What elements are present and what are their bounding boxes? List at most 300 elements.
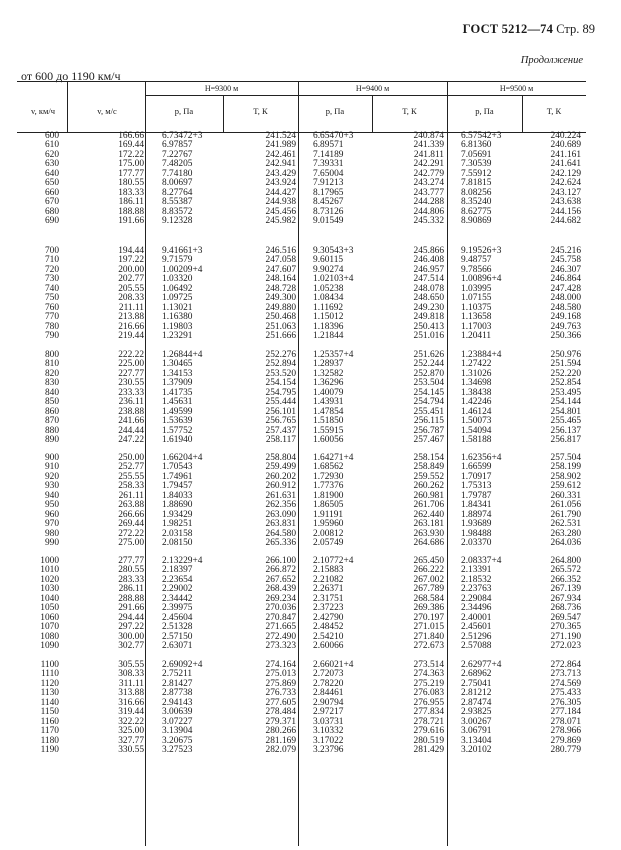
cell-temperature: 246.516 (265, 246, 296, 256)
cell-speed-ms: 305.55 (118, 660, 144, 670)
cell-temperature: 252.220 (550, 368, 581, 379)
cell-temperature: 242.291 (413, 159, 444, 170)
table-row (17, 275, 586, 284)
cell-temperature: 272.673 (413, 640, 444, 651)
cell-temperature: 276.955 (413, 697, 444, 708)
cell-pressure: 3.07227 (162, 716, 193, 727)
cell-temperature: 279.371 (265, 716, 296, 727)
table-row-group (17, 247, 586, 341)
cell-speed-ms: 275.00 (118, 537, 144, 548)
cell-pressure: 2.62977+4 (461, 660, 502, 670)
cell-speed-ms: 233.33 (118, 387, 144, 398)
cell-pressure: 2.69092+4 (162, 660, 203, 670)
cell-pressure: 1.40079 (313, 387, 344, 398)
cell-temperature: 264.580 (265, 528, 296, 539)
cell-pressure: 1.57752 (162, 425, 193, 436)
cell-pressure: 2.13229+4 (162, 556, 203, 566)
table-row (17, 285, 586, 294)
cell-temperature: 242.461 (265, 149, 296, 160)
cell-pressure: 2.03370 (461, 537, 492, 548)
cell-pressure: 2.51296 (461, 631, 492, 642)
cell-pressure: 2.45604 (162, 612, 193, 623)
cell-pressure: 1.68562 (313, 462, 344, 473)
table-row (17, 304, 586, 313)
cell-speed-kmh: 760 (44, 302, 59, 313)
cell-speed-ms: 325.00 (118, 726, 144, 737)
cell-temperature: 257.467 (413, 434, 444, 445)
cell-temperature: 271.015 (413, 622, 444, 633)
cell-temperature: 276.083 (413, 688, 444, 699)
cell-pressure: 1.77376 (313, 481, 344, 492)
cell-temperature: 256.115 (413, 416, 444, 427)
table-row (17, 313, 586, 322)
cell-speed-kmh: 640 (44, 168, 59, 179)
cell-temperature: 272.864 (550, 660, 581, 670)
cell-pressure: 2.08150 (162, 537, 193, 548)
cell-pressure: 7.74180 (162, 168, 193, 179)
cell-speed-kmh: 730 (44, 274, 59, 285)
cell-pressure: 2.90794 (313, 697, 344, 708)
cell-speed-kmh: 1090 (40, 640, 59, 651)
cell-speed-ms: 205.55 (118, 283, 144, 294)
cell-pressure: 1.66599 (461, 462, 492, 473)
cell-speed-ms: 280.55 (118, 565, 144, 576)
cell-temperature: 274.569 (550, 678, 581, 689)
cell-pressure: 2.81427 (162, 678, 193, 689)
cell-pressure: 1.70917 (461, 471, 492, 482)
table-row (17, 633, 586, 642)
cell-pressure: 7.48205 (162, 159, 193, 170)
table-row (17, 576, 586, 585)
cell-speed-ms: 322.22 (118, 716, 144, 727)
cell-pressure: 1.64271+4 (313, 453, 354, 463)
col-header-pressure: p, Па (475, 106, 494, 116)
cell-speed-kmh: 1030 (40, 584, 59, 595)
cell-pressure: 2.29002 (162, 584, 193, 595)
cell-speed-ms: 316.66 (118, 697, 144, 708)
cell-pressure: 8.17965 (313, 187, 344, 198)
cell-temperature: 247.058 (265, 255, 296, 266)
table-row (17, 520, 586, 529)
cell-temperature: 268.439 (265, 584, 296, 595)
cell-speed-kmh: 670 (44, 197, 59, 208)
table-row (17, 408, 586, 417)
cell-pressure: 2.54210 (313, 631, 344, 642)
cell-speed-kmh: 940 (44, 490, 59, 501)
cell-pressure: 1.08434 (313, 293, 344, 304)
cell-pressure: 1.98251 (162, 519, 193, 530)
cell-temperature: 249.300 (265, 293, 296, 304)
cell-temperature: 259.552 (413, 471, 444, 482)
cell-speed-kmh: 600 (44, 131, 59, 141)
cell-pressure: 7.91213 (313, 178, 344, 189)
cell-speed-ms: 288.88 (118, 593, 144, 604)
cell-temperature: 258.199 (550, 462, 581, 473)
cell-temperature: 266.872 (265, 565, 296, 576)
cell-pressure: 1.70543 (162, 462, 193, 473)
cell-pressure: 2.40001 (461, 612, 492, 623)
cell-temperature: 256.817 (550, 434, 581, 445)
cell-temperature: 280.519 (413, 735, 444, 746)
table-row (17, 642, 586, 651)
cell-temperature: 251.626 (413, 350, 444, 360)
cell-pressure: 9.12328 (162, 215, 193, 226)
cell-temperature: 241.811 (413, 149, 444, 160)
cell-pressure: 2.97217 (313, 707, 344, 718)
cell-temperature: 257.437 (265, 425, 296, 436)
cell-temperature: 274.164 (265, 660, 296, 670)
cell-speed-kmh: 740 (44, 283, 59, 294)
cell-pressure: 9.19526+3 (461, 246, 502, 256)
cell-temperature: 255.444 (265, 397, 296, 408)
cell-temperature: 253.504 (413, 378, 444, 389)
cell-speed-ms: 261.11 (118, 490, 144, 501)
cell-temperature: 270.847 (265, 612, 296, 623)
cell-pressure: 3.03731 (313, 716, 344, 727)
cell-temperature: 262.531 (550, 519, 581, 530)
cell-pressure: 1.13021 (162, 302, 193, 313)
cell-temperature: 250.976 (550, 350, 581, 360)
cell-temperature: 247.514 (413, 274, 444, 285)
cell-speed-ms: 213.88 (118, 312, 144, 323)
table-row (17, 699, 586, 708)
cell-temperature: 246.864 (550, 274, 581, 285)
cell-pressure: 1.09725 (162, 293, 193, 304)
standard-number: ГОСТ 5212—74 (462, 22, 554, 36)
cell-pressure: 3.23796 (313, 744, 344, 755)
table-row (17, 604, 586, 613)
cell-pressure: 1.15012 (313, 312, 344, 323)
cell-pressure: 2.45601 (461, 622, 492, 633)
cell-pressure: 3.06791 (461, 726, 492, 737)
cell-pressure: 2.93825 (461, 707, 492, 718)
table-row (17, 539, 586, 548)
table-header (17, 81, 586, 133)
cell-speed-kmh: 1080 (40, 631, 59, 642)
cell-temperature: 263.181 (413, 519, 444, 530)
cell-pressure: 3.13404 (461, 735, 492, 746)
cell-pressure: 2.21082 (313, 574, 344, 585)
altitude-header: H=9500 м (499, 84, 534, 93)
cell-temperature: 241.524 (265, 131, 296, 141)
cell-temperature: 266.222 (413, 565, 444, 576)
cell-pressure: 2.48452 (313, 622, 344, 633)
cell-speed-ms: 272.22 (118, 528, 144, 539)
cell-speed-kmh: 720 (44, 264, 59, 275)
cell-pressure: 6.89571 (313, 140, 344, 151)
table-row (17, 718, 586, 727)
table-row (17, 256, 586, 265)
cell-pressure: 1.11692 (313, 302, 344, 313)
cell-pressure: 1.93429 (162, 509, 193, 520)
table-row (17, 189, 586, 198)
table-row (17, 511, 586, 520)
cell-pressure: 9.90274 (313, 264, 344, 275)
cell-pressure: 8.90869 (461, 215, 492, 226)
cell-temperature: 252.894 (265, 359, 296, 370)
cell-pressure: 1.91191 (313, 509, 344, 520)
cell-temperature: 276.733 (265, 688, 296, 699)
table-row (17, 614, 586, 623)
cell-pressure: 1.62356+4 (461, 453, 502, 463)
cell-pressure: 7.05691 (461, 149, 492, 160)
cell-speed-kmh: 970 (44, 519, 59, 530)
cell-temperature: 280.779 (550, 744, 581, 755)
cell-temperature: 245.982 (265, 215, 296, 226)
cell-temperature: 260.262 (413, 481, 444, 492)
table-row (17, 179, 586, 188)
cell-speed-kmh: 770 (44, 312, 59, 323)
cell-temperature: 260.331 (550, 490, 581, 501)
cell-speed-ms: 263.88 (118, 500, 144, 511)
range-title: от 600 до 1190 км/ч (21, 69, 121, 83)
cell-speed-kmh: 1020 (40, 574, 59, 585)
cell-pressure: 1.75313 (461, 481, 492, 492)
table-row (17, 170, 586, 179)
cell-temperature: 240.874 (413, 131, 444, 141)
cell-pressure: 1.23291 (162, 330, 193, 341)
page-header (463, 22, 595, 37)
cell-speed-kmh: 780 (44, 321, 59, 332)
cell-pressure: 1.30465 (162, 359, 193, 370)
cell-speed-ms: 250.00 (118, 453, 144, 463)
cell-speed-kmh: 860 (44, 406, 59, 417)
cell-pressure: 1.88690 (162, 500, 193, 511)
cell-pressure: 2.26371 (313, 584, 344, 595)
cell-pressure: 2.75041 (461, 678, 492, 689)
table-row (17, 132, 586, 141)
cell-speed-kmh: 890 (44, 434, 59, 445)
page-number: Стр. 89 (556, 22, 595, 36)
cell-pressure: 1.95960 (313, 519, 344, 530)
cell-temperature: 254.154 (265, 378, 296, 389)
cell-temperature: 258.849 (413, 462, 444, 473)
cell-temperature: 278.484 (265, 707, 296, 718)
altitude-header: H=9300 м (204, 84, 239, 93)
cell-temperature: 247.607 (265, 264, 296, 275)
cell-temperature: 263.930 (413, 528, 444, 539)
cell-speed-ms: 286.11 (118, 584, 144, 595)
cell-speed-ms: 294.44 (118, 612, 144, 623)
cell-temperature: 278.071 (550, 716, 581, 727)
cell-speed-kmh: 690 (44, 215, 59, 226)
cell-pressure: 2.75211 (162, 669, 193, 680)
cell-temperature: 259.612 (550, 481, 581, 492)
cell-pressure: 3.00267 (461, 716, 492, 727)
cell-pressure: 1.50073 (461, 416, 492, 427)
cell-speed-kmh: 950 (44, 500, 59, 511)
cell-speed-ms: 327.77 (118, 735, 144, 746)
cell-pressure: 2.31751 (313, 593, 344, 604)
table-row (17, 360, 586, 369)
cell-speed-kmh: 1130 (40, 688, 59, 699)
cell-pressure: 1.06492 (162, 283, 193, 294)
table-row (17, 501, 586, 510)
cell-temperature: 261.631 (265, 490, 296, 501)
cell-speed-kmh: 800 (44, 350, 59, 360)
cell-pressure: 2.03158 (162, 528, 193, 539)
cell-pressure: 2.13391 (461, 565, 492, 576)
cell-pressure: 8.08256 (461, 187, 492, 198)
table-row (17, 141, 586, 150)
cell-temperature: 269.547 (550, 612, 581, 623)
cell-pressure: 9.60115 (313, 255, 344, 266)
cell-speed-ms: 313.88 (118, 688, 144, 699)
cell-pressure: 8.35240 (461, 197, 492, 208)
cell-temperature: 267.789 (413, 584, 444, 595)
cell-pressure: 1.46124 (461, 406, 492, 417)
cell-speed-ms: 225.00 (118, 359, 144, 370)
cell-temperature: 267.934 (550, 593, 581, 604)
cell-temperature: 278.966 (550, 726, 581, 737)
cell-pressure: 2.78220 (313, 678, 344, 689)
cell-temperature: 268.584 (413, 593, 444, 604)
cell-pressure: 1.32582 (313, 368, 344, 379)
table-row (17, 208, 586, 217)
cell-temperature: 264.686 (413, 537, 444, 548)
cell-speed-ms: 183.33 (118, 187, 144, 198)
cell-pressure: 2.87474 (461, 697, 492, 708)
cell-speed-kmh: 980 (44, 528, 59, 539)
cell-pressure: 1.17003 (461, 321, 492, 332)
cell-pressure: 1.86505 (313, 500, 344, 511)
cell-speed-ms: 330.55 (118, 744, 144, 755)
cell-pressure: 2.08337+4 (461, 556, 502, 566)
cell-speed-ms: 227.77 (118, 368, 144, 379)
cell-pressure: 1.84033 (162, 490, 193, 501)
cell-pressure: 1.55915 (313, 425, 344, 436)
cell-temperature: 244.806 (413, 206, 444, 217)
cell-speed-ms: 166.66 (118, 131, 144, 141)
cell-temperature: 282.079 (265, 744, 296, 755)
table-row (17, 661, 586, 670)
cell-speed-ms: 247.22 (118, 434, 144, 445)
cell-temperature: 249.168 (550, 312, 581, 323)
cell-pressure: 6.73472+3 (162, 131, 203, 141)
cell-temperature: 243.429 (265, 168, 296, 179)
cell-temperature: 267.652 (265, 574, 296, 585)
cell-pressure: 7.81815 (461, 178, 492, 189)
table-row (17, 323, 586, 332)
table-row (17, 198, 586, 207)
cell-temperature: 270.036 (265, 603, 296, 614)
cell-temperature: 245.456 (265, 206, 296, 217)
cell-speed-kmh: 1180 (40, 735, 59, 746)
cell-temperature: 249.880 (265, 302, 296, 313)
cell-speed-kmh: 610 (44, 140, 59, 151)
cell-speed-kmh: 1060 (40, 612, 59, 623)
cell-temperature: 279.869 (550, 735, 581, 746)
cell-pressure: 1.51850 (313, 416, 344, 427)
cell-pressure: 9.30543+3 (313, 246, 354, 256)
cell-temperature: 241.161 (550, 149, 581, 160)
cell-speed-ms: 238.88 (118, 406, 144, 417)
cell-pressure: 8.73126 (313, 206, 344, 217)
table-row (17, 708, 586, 717)
cell-pressure: 9.71579 (162, 255, 193, 266)
cell-temperature: 265.336 (265, 537, 296, 548)
table-row (17, 454, 586, 463)
cell-temperature: 271.190 (550, 631, 581, 642)
cell-pressure: 6.81360 (461, 140, 492, 151)
cell-temperature: 254.144 (550, 397, 581, 408)
table-row (17, 389, 586, 398)
cell-pressure: 1.74961 (162, 471, 193, 482)
cell-temperature: 256.765 (265, 416, 296, 427)
cell-speed-ms: 319.44 (118, 707, 144, 718)
cell-temperature: 281.429 (413, 744, 444, 755)
cell-temperature: 264.036 (550, 537, 581, 548)
cell-temperature: 276.305 (550, 697, 581, 708)
cell-temperature: 246.307 (550, 264, 581, 275)
cell-pressure: 1.42246 (461, 397, 492, 408)
cell-temperature: 265.450 (413, 556, 444, 566)
cell-temperature: 252.854 (550, 378, 581, 389)
cell-speed-ms: 266.66 (118, 509, 144, 520)
cell-speed-ms: 191.66 (118, 215, 144, 226)
cell-temperature: 265.572 (550, 565, 581, 576)
cell-speed-ms: 197.22 (118, 255, 144, 266)
table-row (17, 623, 586, 632)
cell-pressure: 3.20675 (162, 735, 193, 746)
cell-pressure: 9.41661+3 (162, 246, 203, 256)
cell-speed-kmh: 1140 (40, 697, 59, 708)
col-header-temperature: T, К (402, 106, 417, 116)
table-row (17, 398, 586, 407)
cell-temperature: 252.870 (413, 368, 444, 379)
cell-pressure: 2.84461 (313, 688, 344, 699)
cell-speed-kmh: 710 (44, 255, 59, 266)
cell-pressure: 2.34496 (461, 603, 492, 614)
table-row-group (17, 557, 586, 651)
cell-speed-ms: 211.11 (118, 302, 144, 313)
cell-temperature: 248.580 (550, 302, 581, 313)
cell-pressure: 8.83572 (162, 206, 193, 217)
cell-temperature: 254.794 (413, 397, 444, 408)
cell-temperature: 249.763 (550, 321, 581, 332)
cell-temperature: 244.156 (550, 206, 581, 217)
cell-pressure: 1.07155 (461, 293, 492, 304)
cell-pressure: 1.31026 (461, 368, 492, 379)
cell-pressure: 7.55912 (461, 168, 492, 179)
cell-temperature: 260.912 (265, 481, 296, 492)
cell-speed-kmh: 750 (44, 293, 59, 304)
cell-speed-ms: 308.33 (118, 669, 144, 680)
cell-pressure: 2.51328 (162, 622, 193, 633)
cell-pressure: 1.00896+4 (461, 274, 502, 285)
cell-pressure: 7.30539 (461, 159, 492, 170)
cell-pressure: 3.00639 (162, 707, 193, 718)
cell-temperature: 275.869 (265, 678, 296, 689)
cell-pressure: 6.97857 (162, 140, 193, 151)
cell-pressure: 3.10332 (313, 726, 344, 737)
cell-speed-kmh: 650 (44, 178, 59, 189)
cell-temperature: 266.352 (550, 574, 581, 585)
cell-temperature: 259.499 (265, 462, 296, 473)
cell-pressure: 1.72930 (313, 471, 344, 482)
cell-temperature: 256.101 (265, 406, 296, 417)
cell-temperature: 251.063 (265, 321, 296, 332)
cell-temperature: 245.332 (413, 215, 444, 226)
cell-temperature: 258.804 (265, 453, 296, 463)
cell-pressure: 7.65004 (313, 168, 344, 179)
cell-temperature: 267.002 (413, 574, 444, 585)
cell-speed-kmh: 700 (44, 246, 59, 256)
cell-pressure: 2.60066 (313, 640, 344, 651)
cell-pressure: 1.79787 (461, 490, 492, 501)
col-header-pressure: p, Па (325, 106, 345, 116)
cell-pressure: 1.38438 (461, 387, 492, 398)
